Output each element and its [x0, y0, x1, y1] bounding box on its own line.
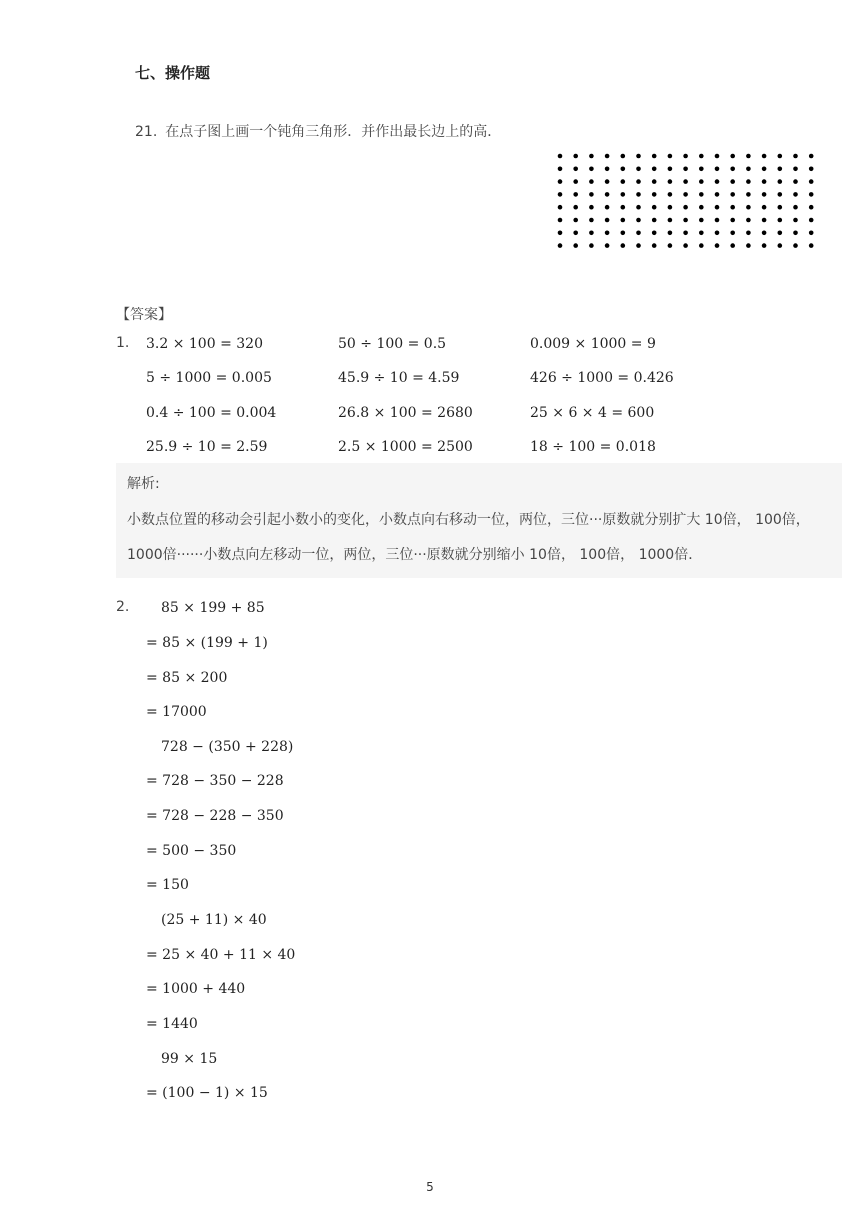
calc-line: = 85 × (199 + 1) [146, 635, 268, 651]
calc-line: = 1000 + 440 [146, 981, 246, 997]
grid-dot[interactable] [621, 192, 626, 197]
grid-dot[interactable] [746, 192, 751, 197]
calc-line: 728 − (350 + 228) [161, 739, 294, 755]
answer-label: 【答案】 [116, 307, 172, 323]
q1-cell: 45.9 ÷ 10 = 4.59 [338, 370, 460, 386]
calc-line: = 728 − 228 − 350 [146, 808, 284, 824]
grid-dot[interactable] [746, 205, 751, 210]
grid-dot[interactable] [636, 154, 641, 159]
grid-dot[interactable] [668, 154, 673, 159]
grid-dot[interactable] [699, 205, 704, 210]
grid-dot[interactable] [809, 218, 814, 223]
grid-dot[interactable] [715, 231, 720, 236]
grid-dot[interactable] [715, 205, 720, 210]
grid-dot[interactable] [652, 167, 657, 172]
grid-dot[interactable] [793, 192, 798, 197]
grid-dot[interactable] [621, 179, 626, 184]
grid-dot[interactable] [730, 192, 735, 197]
grid-dot[interactable] [605, 243, 610, 248]
grid-dot[interactable] [558, 179, 563, 184]
grid-dot[interactable] [715, 192, 720, 197]
grid-dot[interactable] [636, 205, 641, 210]
grid-dot[interactable] [683, 167, 688, 172]
grid-dot[interactable] [652, 218, 657, 223]
calc-line: = 85 × 200 [146, 670, 228, 686]
grid-dot[interactable] [683, 243, 688, 248]
q2-number: 2. [116, 599, 130, 615]
grid-dot[interactable] [778, 179, 783, 184]
grid-dot[interactable] [589, 167, 594, 172]
grid-dot[interactable] [778, 154, 783, 159]
grid-dot[interactable] [746, 179, 751, 184]
q1-cell: 5 ÷ 1000 = 0.005 [146, 370, 272, 386]
grid-dot[interactable] [778, 205, 783, 210]
grid-dot[interactable] [793, 243, 798, 248]
grid-dot[interactable] [762, 192, 767, 197]
calc-line: 99 × 15 [161, 1051, 218, 1067]
grid-dot[interactable] [699, 179, 704, 184]
grid-dot[interactable] [809, 192, 814, 197]
grid-dot[interactable] [573, 218, 578, 223]
q1-cell: 3.2 × 100 = 320 [146, 336, 263, 352]
grid-dot[interactable] [715, 218, 720, 223]
question-text: 在点子图上画一个钝角三角形．并作出最长边上的高． [165, 124, 502, 140]
grid-dot[interactable] [699, 243, 704, 248]
grid-dot[interactable] [778, 167, 783, 172]
grid-dot[interactable] [668, 218, 673, 223]
grid-dot[interactable] [793, 231, 798, 236]
grid-dot[interactable] [762, 205, 767, 210]
grid-dot[interactable] [621, 205, 626, 210]
grid-dot[interactable] [652, 192, 657, 197]
grid-dot[interactable] [809, 205, 814, 210]
grid-dot[interactable] [809, 154, 814, 159]
grid-dot[interactable] [762, 218, 767, 223]
grid-dot[interactable] [558, 167, 563, 172]
grid-dot[interactable] [778, 243, 783, 248]
grid-dot[interactable] [652, 231, 657, 236]
calc-line: = 500 − 350 [146, 843, 237, 859]
grid-dot[interactable] [621, 218, 626, 223]
grid-dot[interactable] [636, 179, 641, 184]
grid-dot[interactable] [793, 167, 798, 172]
grid-dot[interactable] [715, 243, 720, 248]
grid-dot[interactable] [699, 167, 704, 172]
grid-dot[interactable] [762, 231, 767, 236]
grid-dot[interactable] [715, 167, 720, 172]
grid-dot[interactable] [589, 231, 594, 236]
grid-dot[interactable] [730, 167, 735, 172]
grid-dot[interactable] [668, 167, 673, 172]
grid-dot[interactable] [730, 231, 735, 236]
grid-dot[interactable] [605, 231, 610, 236]
grid-dot[interactable] [573, 192, 578, 197]
calc-line: = 25 × 40 + 11 × 40 [146, 947, 296, 963]
grid-dot[interactable] [558, 154, 563, 159]
grid-dot[interactable] [573, 167, 578, 172]
grid-dot[interactable] [636, 192, 641, 197]
grid-dot[interactable] [652, 179, 657, 184]
grid-dot[interactable] [683, 192, 688, 197]
grid-dot[interactable] [730, 218, 735, 223]
grid-dot[interactable] [778, 192, 783, 197]
grid-dot[interactable] [652, 243, 657, 248]
grid-dot[interactable] [589, 192, 594, 197]
grid-dot[interactable] [558, 243, 563, 248]
q1-cell: 0.4 ÷ 100 = 0.004 [146, 405, 277, 421]
grid-dot[interactable] [652, 205, 657, 210]
grid-dot[interactable] [589, 218, 594, 223]
calc-line: = 17000 [146, 704, 207, 720]
q1-cell: 18 ÷ 100 = 0.018 [530, 439, 656, 455]
grid-dot[interactable] [683, 179, 688, 184]
grid-dot[interactable] [746, 231, 751, 236]
grid-dot[interactable] [793, 205, 798, 210]
grid-dot[interactable] [621, 243, 626, 248]
grid-dot[interactable] [636, 167, 641, 172]
grid-dot[interactable] [636, 218, 641, 223]
dot-grid[interactable] [554, 150, 824, 250]
grid-dot[interactable] [605, 218, 610, 223]
grid-dot[interactable] [730, 179, 735, 184]
grid-dot[interactable] [589, 179, 594, 184]
grid-dot[interactable] [573, 179, 578, 184]
analysis-text: 小数点位置的移动会引起小数小的变化，小数点向右移动一位，两位，三位···原数就分别扩大 10倍， 100倍， 1000倍······小数点向左移动一位，两位，三位···原数就分别缩小 10倍， 100倍， 1000倍． [127, 512, 810, 563]
grid-dot[interactable] [715, 179, 720, 184]
grid-dot[interactable] [746, 167, 751, 172]
page-number: 5 [426, 1180, 434, 1194]
grid-dot[interactable] [668, 205, 673, 210]
calc-line: = (100 − 1) × 15 [146, 1085, 268, 1101]
q1-cell: 25.9 ÷ 10 = 2.59 [146, 439, 268, 455]
q1-cell: 2.5 × 1000 = 2500 [338, 439, 473, 455]
grid-dot[interactable] [762, 179, 767, 184]
analysis-box [116, 463, 842, 578]
grid-dot[interactable] [762, 243, 767, 248]
grid-dot[interactable] [762, 154, 767, 159]
grid-dot[interactable] [668, 192, 673, 197]
grid-dot[interactable] [621, 154, 626, 159]
grid-dot[interactable] [793, 218, 798, 223]
grid-dot[interactable] [778, 231, 783, 236]
grid-dot[interactable] [683, 154, 688, 159]
grid-dot[interactable] [809, 167, 814, 172]
grid-dot[interactable] [558, 192, 563, 197]
calc-line: = 150 [146, 877, 189, 893]
grid-dot[interactable] [573, 243, 578, 248]
grid-dot[interactable] [809, 243, 814, 248]
grid-dot[interactable] [668, 243, 673, 248]
grid-dot[interactable] [809, 231, 814, 236]
grid-dot[interactable] [809, 179, 814, 184]
section-title: 七、操作题 [135, 64, 211, 82]
grid-dot[interactable] [778, 218, 783, 223]
grid-dot[interactable] [746, 154, 751, 159]
grid-dot[interactable] [605, 205, 610, 210]
grid-dot[interactable] [683, 205, 688, 210]
grid-dot[interactable] [573, 154, 578, 159]
q1-number: 1. [116, 335, 130, 351]
grid-dot[interactable] [558, 205, 563, 210]
grid-dot[interactable] [605, 167, 610, 172]
grid-dot[interactable] [793, 154, 798, 159]
grid-dot[interactable] [621, 167, 626, 172]
grid-dot[interactable] [699, 218, 704, 223]
question-number: 21. [135, 124, 158, 140]
grid-dot[interactable] [605, 192, 610, 197]
grid-dot[interactable] [573, 231, 578, 236]
grid-dot[interactable] [746, 243, 751, 248]
grid-dot[interactable] [746, 218, 751, 223]
grid-dot[interactable] [621, 231, 626, 236]
analysis-label: 解析: [127, 476, 160, 492]
question-21 [135, 121, 501, 141]
grid-dot[interactable] [683, 218, 688, 223]
q1-cell: 0.009 × 1000 = 9 [530, 336, 656, 352]
grid-dot[interactable] [730, 154, 735, 159]
grid-dot[interactable] [589, 154, 594, 159]
grid-dot[interactable] [668, 179, 673, 184]
grid-dot[interactable] [605, 154, 610, 159]
grid-dot[interactable] [605, 179, 610, 184]
grid-dot[interactable] [730, 243, 735, 248]
grid-dot[interactable] [699, 231, 704, 236]
grid-dot[interactable] [589, 243, 594, 248]
grid-dot[interactable] [762, 167, 767, 172]
calc-line: = 1440 [146, 1016, 198, 1032]
grid-dot[interactable] [573, 205, 578, 210]
grid-dot[interactable] [683, 231, 688, 236]
grid-dot[interactable] [730, 205, 735, 210]
q1-cell: 25 × 6 × 4 = 600 [530, 405, 655, 421]
q1-cell: 50 ÷ 100 = 0.5 [338, 336, 447, 352]
grid-dot[interactable] [715, 154, 720, 159]
q1-cell: 26.8 × 100 = 2680 [338, 405, 473, 421]
calc-line: (25 + 11) × 40 [161, 912, 267, 928]
grid-dot[interactable] [558, 231, 563, 236]
calc-line: = 728 − 350 − 228 [146, 773, 284, 789]
grid-dot[interactable] [558, 218, 563, 223]
q1-cell: 426 ÷ 1000 = 0.426 [530, 370, 674, 386]
grid-dot[interactable] [636, 231, 641, 236]
grid-dot[interactable] [589, 205, 594, 210]
grid-dot[interactable] [636, 243, 641, 248]
grid-dot[interactable] [699, 154, 704, 159]
grid-dot[interactable] [699, 192, 704, 197]
grid-dot[interactable] [652, 154, 657, 159]
grid-dot[interactable] [793, 179, 798, 184]
grid-dot[interactable] [668, 231, 673, 236]
calc-line: 85 × 199 + 85 [161, 600, 265, 616]
